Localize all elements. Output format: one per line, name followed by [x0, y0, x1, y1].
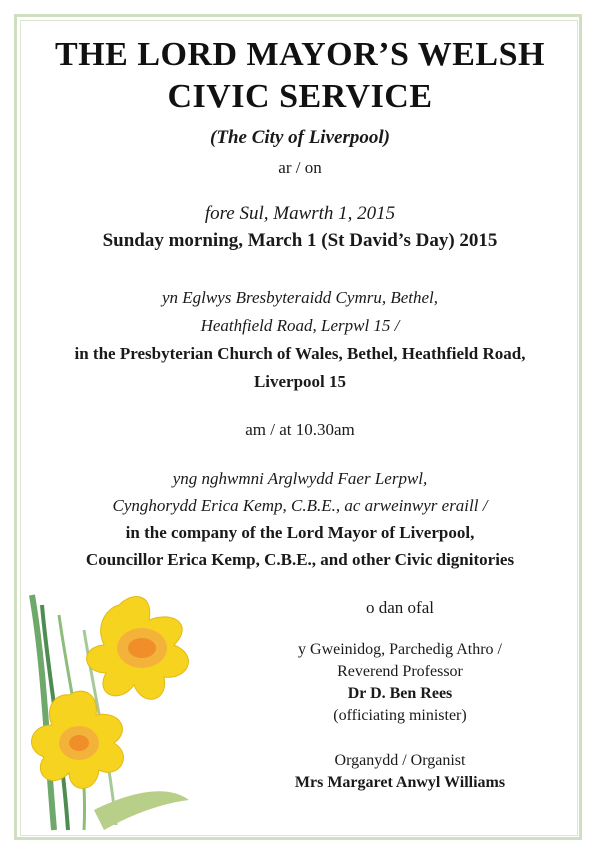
subtitle: (The City of Liverpool) — [210, 127, 390, 148]
officiant-name: Dr D. Ben Rees — [347, 685, 453, 702]
title-line-2: CIVIC SERVICE — [167, 78, 433, 115]
company-welsh-line-2: Cynghorydd Erica Kemp, C.B.E., ac arweinwyr eraill / — [112, 496, 488, 515]
officiant-role-english: Reverend Professor — [337, 663, 463, 680]
daffodil-illustration — [24, 585, 224, 835]
organist-name: Mrs Margaret Anwyl Williams — [294, 774, 506, 791]
officiant-note: (officiating minister) — [333, 707, 467, 724]
venue-english-line-1: in the Presbyterian Church of Wales, Bethel, Heathfield Road, — [74, 344, 526, 363]
venue-welsh-line-2: Heathfield Road, Lerpwl 15 / — [200, 316, 400, 335]
date-welsh: fore Sul, Mawrth 1, 2015 — [204, 203, 396, 224]
company-welsh-line-1: yng nghwmni Arglwydd Faer Lerpwl, — [172, 469, 428, 488]
officiant-care: o dan ofal — [366, 598, 434, 617]
venue-english-line-2: Liverpool 15 — [253, 372, 347, 391]
company-english-line-1: in the company of the Lord Mayor of Liverpool, — [125, 523, 475, 542]
organist-role: Organydd / Organist — [334, 752, 466, 769]
venue-welsh-line-1: yn Eglwys Bresbyteraidd Cymru, Bethel, — [161, 288, 439, 307]
service-time: am / at 10.30am — [245, 420, 355, 439]
daffodil-upper-flower — [87, 597, 189, 700]
company-english-line-2: Councillor Erica Kemp, C.B.E., and other Civic dignitories — [85, 550, 515, 569]
ar-on-text: ar / on — [278, 158, 322, 177]
title-line-1: THE LORD MAYOR’S WELSH — [55, 36, 545, 73]
date-english: Sunday morning, March 1 (St David’s Day) 2015 — [102, 230, 498, 251]
officiant-role-welsh: y Gweinidog, Parchedig Athro / — [298, 641, 502, 658]
